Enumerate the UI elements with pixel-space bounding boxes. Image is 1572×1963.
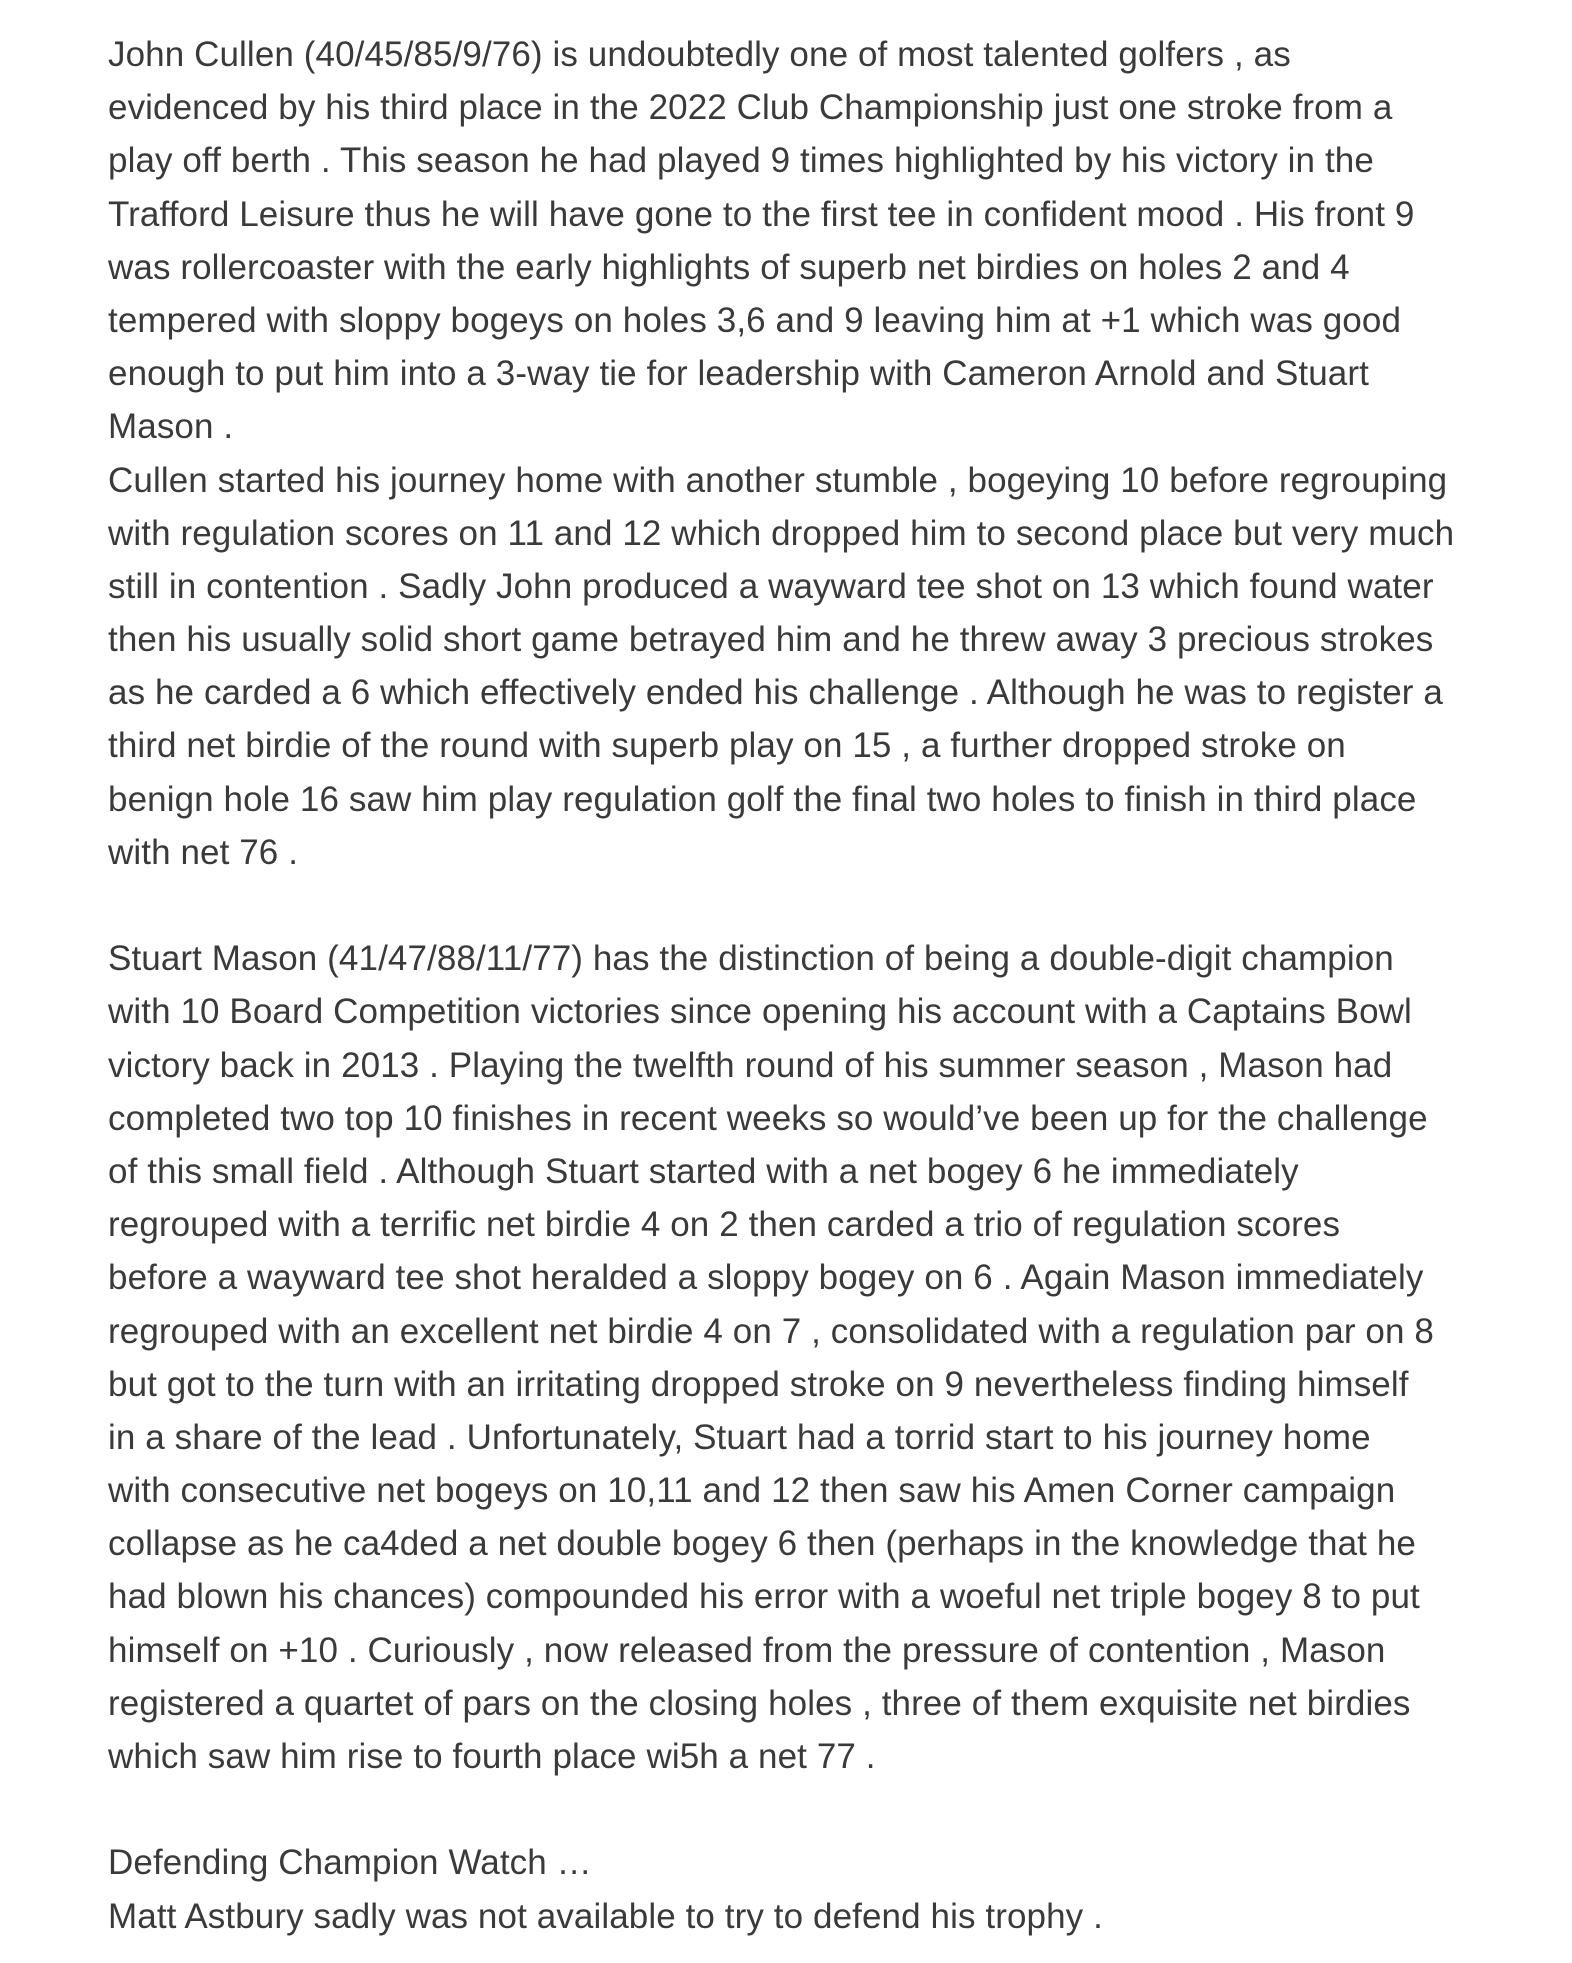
text-line: tempered with sloppy bogeys on holes 3,6 and 9 leaving him at +1 which was good — [108, 300, 1402, 340]
text-line: Trafford Leisure thus he will have gone to the first tee in confident mood . His front 9 — [108, 194, 1415, 234]
text-line: evidenced by his third place in the 2022 Club Championship just one stroke from a — [108, 88, 1393, 128]
text-line: victory back in 2013 . Playing the twelfth round of his summer season , Mason had — [108, 1045, 1393, 1085]
section-heading: Defending Champion Watch … — [108, 1843, 592, 1883]
text-line: was rollercoaster with the early highlights of superb net birdies on holes 2 and 4 — [108, 247, 1350, 287]
text-line: before a wayward tee shot heralded a sloppy bogey on 6 . Again Mason immediately — [108, 1258, 1424, 1298]
text-line: regrouped with an excellent net birdie 4 on 7 , consolidated with a regulation par on 8 — [108, 1311, 1434, 1351]
text-line: of this small field . Although Stuart started with a net bogey 6 he immediately — [108, 1151, 1299, 1191]
text-line: play off berth . This season he had played 9 times highlighted by his victory in the — [108, 141, 1374, 181]
text-line: John Cullen (40/45/85/9/76) is undoubtedly one of most talented golfers , as — [108, 35, 1291, 74]
text-line: as he carded a 6 which effectively ended his challenge . Although he was to register a — [108, 673, 1443, 713]
article-body — [108, 28, 1568, 1943]
text-line: Matt Astbury sadly was not available to try to defend his trophy . — [108, 1896, 1103, 1936]
text-line: in a share of the lead . Unfortunately, Stuart had a torrid start to his journey home — [108, 1417, 1371, 1457]
text-line: regrouped with a terrific net birdie 4 on 2 then carded a trio of regulation scores — [108, 1205, 1341, 1245]
text-line: Cullen started his journey home with another stumble , bogeying 10 before regrouping — [108, 460, 1448, 500]
text-line: then his usually solid short game betrayed him and he threw away 3 precious strokes — [108, 620, 1434, 660]
paragraph-spacer — [108, 1783, 1568, 1836]
text-line: had blown his chances) compounded his error with a woeful net triple bogey 8 to put — [108, 1577, 1420, 1617]
text-line: with 10 Board Competition victories since opening his account with a Captains Bowl — [108, 992, 1412, 1032]
text-line: with regulation scores on 11 and 12 which dropped him to second place but very much — [108, 513, 1455, 553]
text-line: enough to put him into a 3-way tie for leadership with Cameron Arnold and Stuart — [108, 354, 1369, 394]
text-line: with net 76 . — [108, 832, 299, 872]
text-line: benign hole 16 saw him play regulation golf the final two holes to finish in third place — [108, 779, 1417, 819]
text-line: completed two top 10 finishes in recent weeks so would’ve been up for the challenge — [108, 1098, 1428, 1138]
paragraph-defending-champion — [108, 1836, 1568, 1942]
text-line: himself on +10 . Curiously , now released from the pressure of contention , Mason — [108, 1630, 1386, 1670]
text-line: but got to the turn with an irritating dropped stroke on 9 nevertheless finding himself — [108, 1364, 1409, 1404]
paragraph-john-cullen — [108, 28, 1568, 879]
text-line: collapse as he ca4ded a net double bogey 6 then (perhaps in the knowledge that he — [108, 1524, 1416, 1564]
text-line: with consecutive net bogeys on 10,11 and 12 then saw his Amen Corner campaign — [108, 1471, 1396, 1511]
paragraph-stuart-mason — [108, 932, 1568, 1783]
text-line: Stuart Mason (41/47/88/11/77) has the distinction of being a double-digit champion — [108, 939, 1394, 979]
text-line: registered a quartet of pars on the closing holes , three of them exquisite net birdies — [108, 1683, 1411, 1723]
text-line: third net birdie of the round with superb play on 15 , a further dropped stroke on — [108, 726, 1346, 766]
text-line: Mason . — [108, 407, 234, 447]
paragraph-spacer — [108, 879, 1568, 932]
text-line: which saw him rise to fourth place wi5h a net 77 . — [108, 1737, 876, 1776]
text-line: still in contention . Sadly John produced a wayward tee shot on 13 which found water — [108, 566, 1434, 606]
